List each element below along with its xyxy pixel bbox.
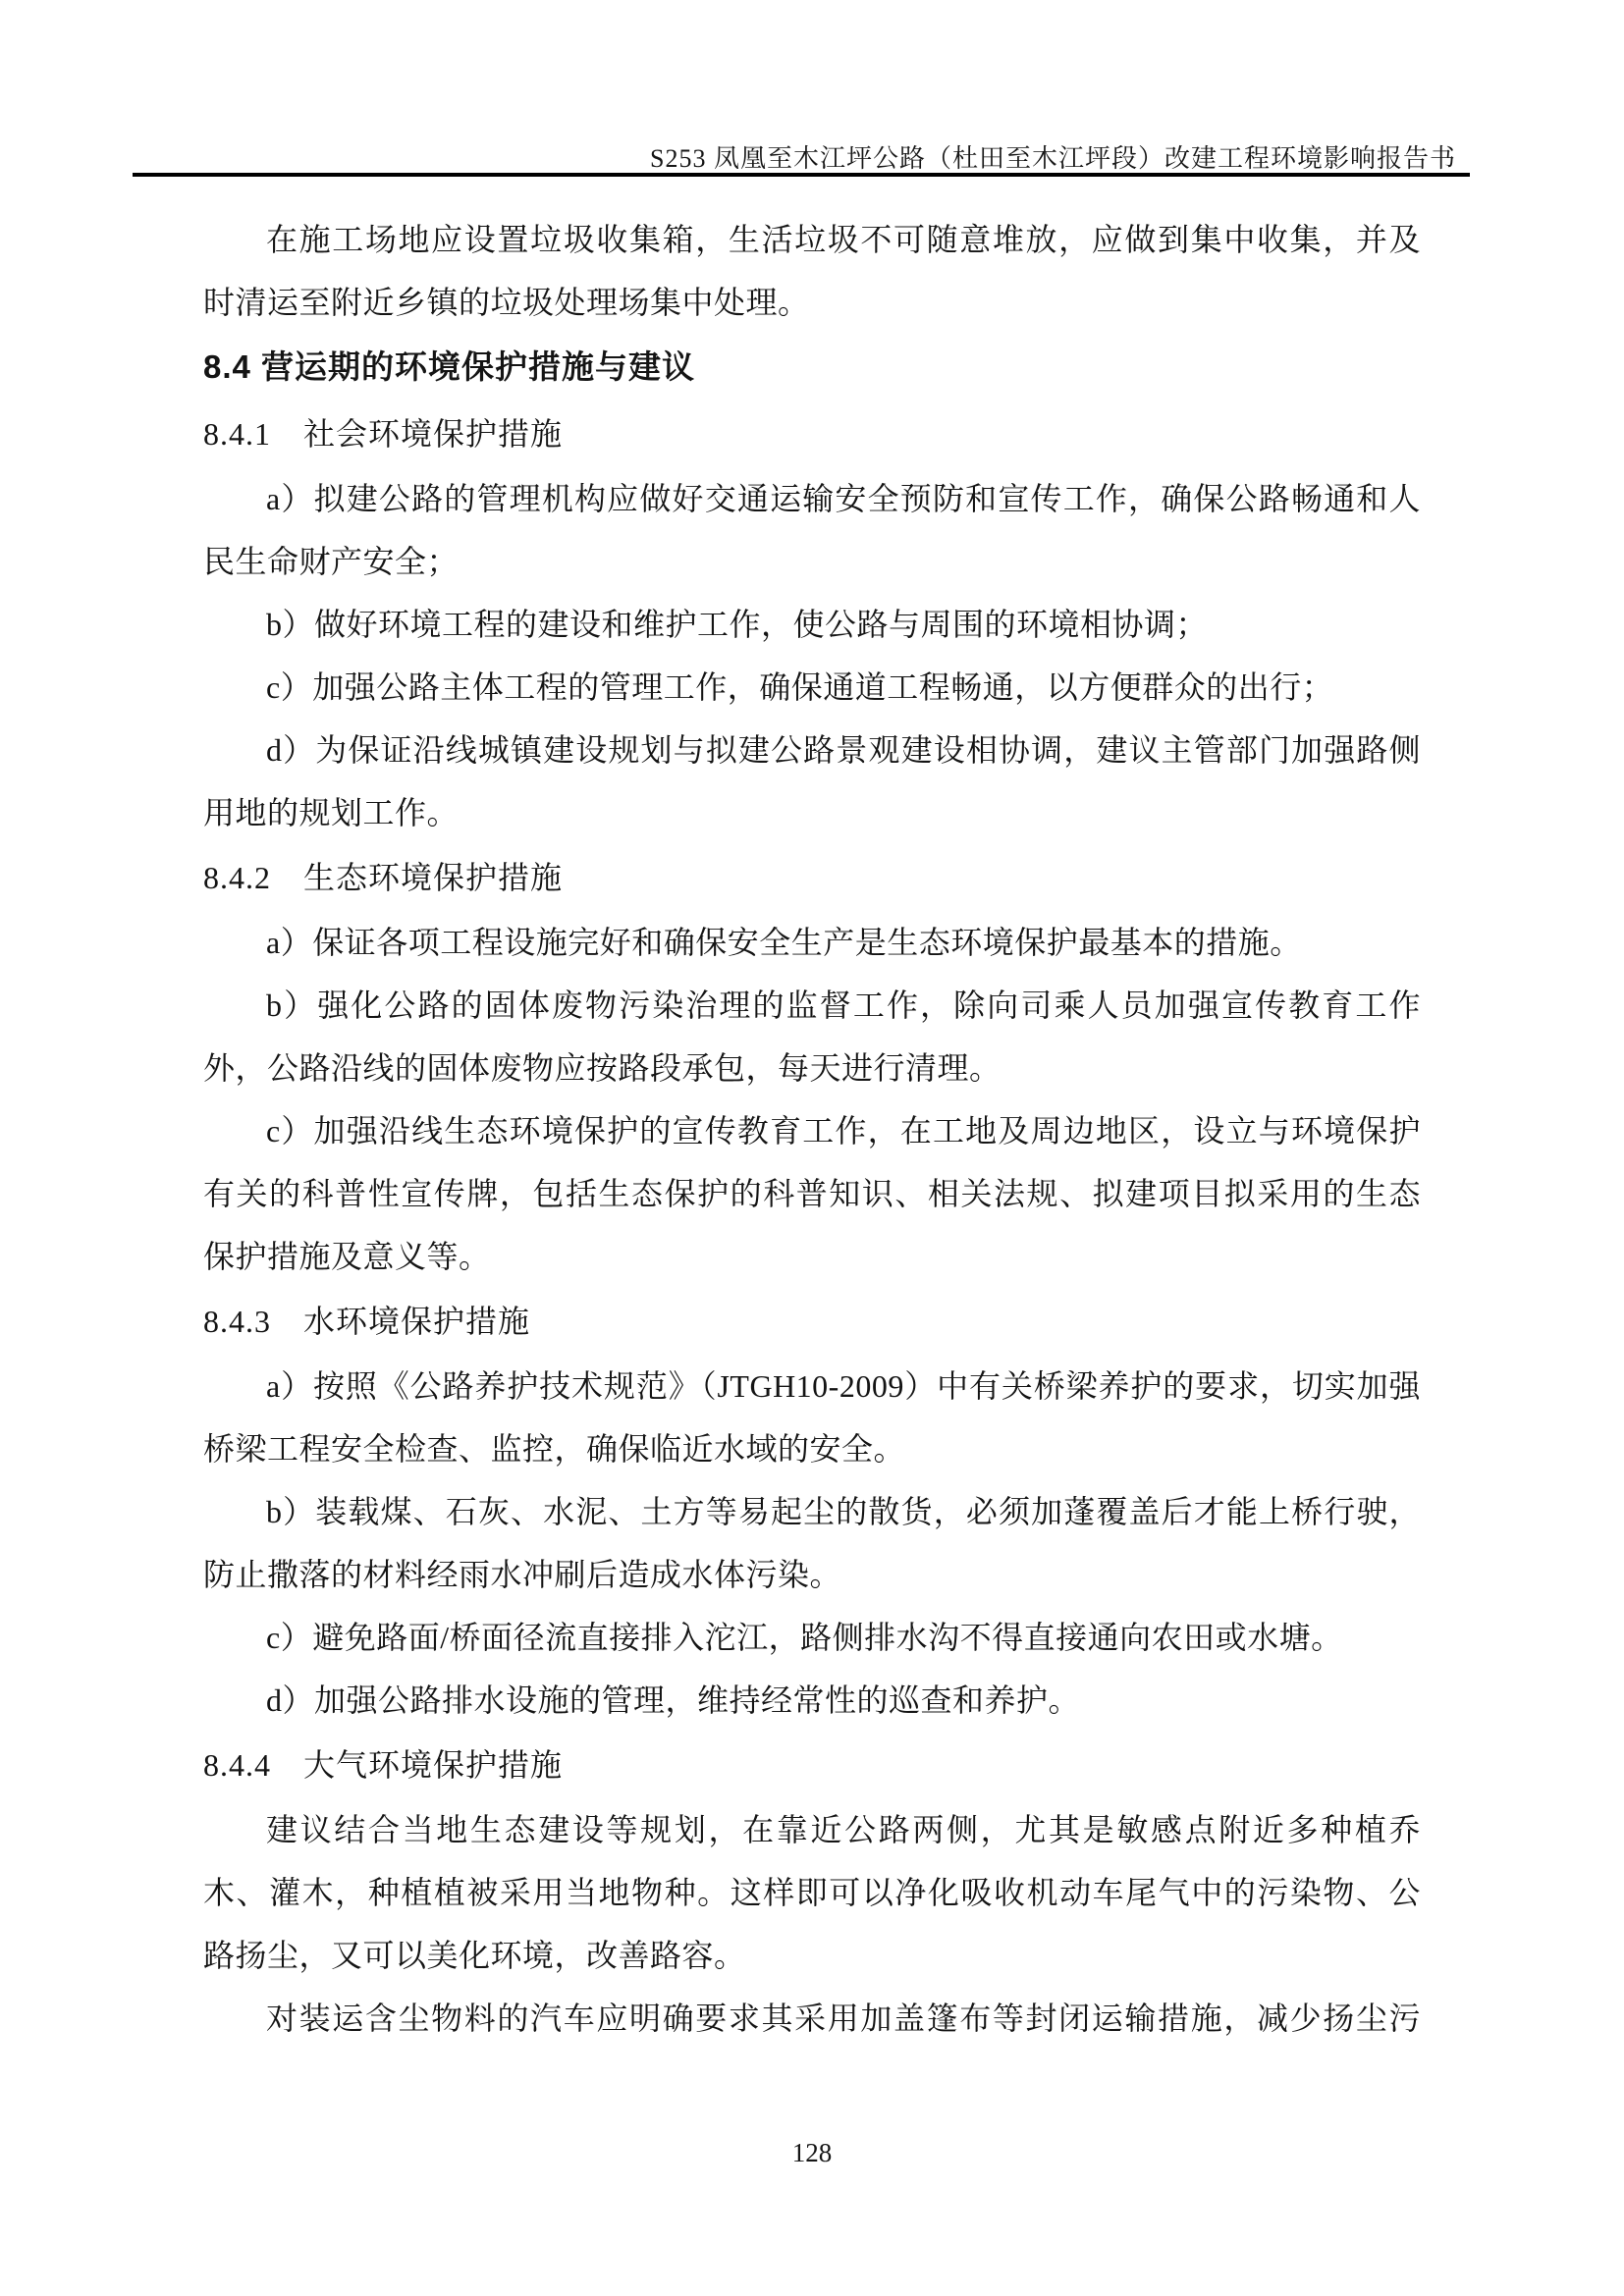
body-line: 木、灌木，种植植被采用当地物种。这样即可以净化吸收机动车尾气中的污染物、公 [203,1875,1421,1910]
body-line: 在施工场地应设置垃圾收集箱，生活垃圾不可随意堆放，应做到集中收集，并及 [266,222,1421,257]
body-line: 保护措施及意义等。 [203,1239,491,1274]
body-line: b）装载煤、石灰、水泥、土方等易起尘的散货，必须加蓬覆盖后才能上桥行驶， [266,1494,1421,1529]
body-line: 有关的科普性宣传牌，包括生态保护的科普知识、相关法规、拟建项目拟采用的生态 [203,1176,1421,1211]
heading-8-4-3: 8.4.3 水环境保护措施 [203,1304,531,1339]
document-body [203,208,1421,2050]
body-line: a）按照《公路养护技术规范》（JTGH10-2009）中有关桥梁养护的要求，切实加强 [266,1368,1421,1404]
heading-8-4-1: 8.4.1 社会环境保护措施 [203,416,564,452]
heading-8-4: 8.4 营运期的环境保护措施与建议 [203,348,696,385]
body-line: 防止撒落的材料经雨水冲刷后造成水体污染。 [203,1557,842,1592]
header-rule [133,173,1470,177]
page-number: 128 [791,2138,833,2167]
page-header-title: S253 凤凰至木江坪公路（杜田至木江坪段）改建工程环境影响报告书 [650,144,1456,173]
heading-8-4-2: 8.4.2 生态环境保护措施 [203,860,564,895]
body-line: 外，公路沿线的固体废物应按路段承包，每天进行清理。 [203,1050,1001,1086]
body-line: a）拟建公路的管理机构应做好交通运输安全预防和宣传工作，确保公路畅通和人 [266,481,1421,516]
body-line: c）加强沿线生态环境保护的宣传教育工作，在工地及周边地区，设立与环境保护 [266,1113,1421,1148]
body-line: c）避免路面/桥面径流直接排入沱江，路侧排水沟不得直接通向农田或水塘。 [266,1620,1343,1655]
body-line: 民生命财产安全； [203,544,460,579]
body-line: a）保证各项工程设施完好和确保安全生产是生态环境保护最基本的措施。 [266,925,1302,960]
body-line: 对装运含尘物料的汽车应明确要求其采用加盖篷布等封闭运输措施，减少扬尘污 [266,2001,1421,2036]
body-line: c）加强公路主体工程的管理工作，确保通道工程畅通，以方便群众的出行； [266,669,1334,705]
body-line: 建议结合当地生态建设等规划，在靠近公路两侧，尤其是敏感点附近多种植乔 [266,1812,1421,1847]
body-line: 用地的规划工作。 [203,795,460,830]
body-line: b）做好环境工程的建设和维护工作，使公路与周围的环境相协调； [266,607,1209,642]
heading-8-4-4: 8.4.4 大气环境保护措施 [203,1747,564,1783]
body-line: 时清运至附近乡镇的垃圾处理场集中处理。 [203,285,810,320]
body-line: d）加强公路排水设施的管理，维持经常性的巡查和养护。 [266,1682,1081,1718]
body-line: d）为保证沿线城镇建设规划与拟建公路景观建设相协调，建议主管部门加强路侧 [266,732,1421,768]
body-line: 路扬尘，又可以美化环境，改善路容。 [203,1938,746,1973]
body-line: 桥梁工程安全检查、监控，确保临近水域的安全。 [203,1431,906,1467]
body-line: b）强化公路的固体废物污染治理的监督工作，除向司乘人员加强宣传教育工作 [266,988,1421,1023]
